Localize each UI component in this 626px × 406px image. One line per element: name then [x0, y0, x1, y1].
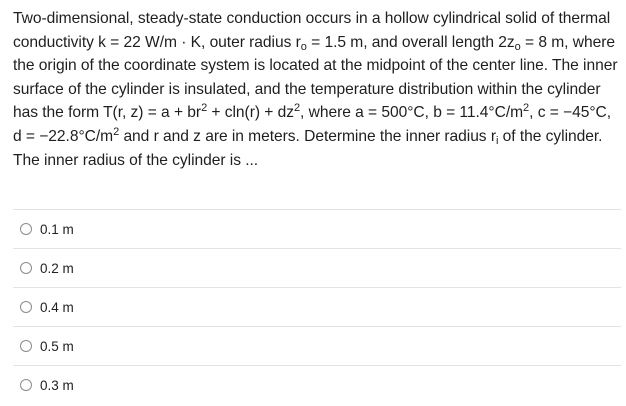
- question-text: [13, 7, 621, 172]
- radio-unchecked-icon[interactable]: [20, 262, 32, 274]
- question-part: , where a = 500°C, b = 11.4°C/m: [300, 104, 524, 122]
- question-part: + cln(r) + dz: [207, 104, 294, 122]
- option-label: 0.2 m: [40, 260, 74, 276]
- answer-option-3[interactable]: [13, 287, 621, 326]
- subscript-i: i: [495, 134, 499, 147]
- answer-option-1[interactable]: [13, 209, 621, 248]
- superscript-2: 2: [293, 102, 301, 115]
- subscript-o: o: [514, 40, 521, 53]
- question-part: and r and z are in meters. Determine the inner radius r: [119, 127, 496, 145]
- superscript-2: 2: [113, 125, 120, 138]
- option-label: 0.4 m: [40, 299, 74, 315]
- subscript-o: o: [300, 40, 307, 53]
- option-label: 0.3 m: [40, 377, 74, 393]
- question-part: of the cylinder. The inner radius of the cylinder is ...: [13, 127, 603, 169]
- radio-unchecked-icon[interactable]: [20, 379, 32, 391]
- answer-option-5[interactable]: [13, 365, 621, 404]
- superscript-2: 2: [523, 102, 530, 115]
- answer-options: [13, 209, 621, 404]
- superscript-2: 2: [201, 102, 208, 115]
- answer-option-4[interactable]: [13, 326, 621, 365]
- question-part: Two-dimensional, steady-state conduction occurs in a hollow cylindrical solid of thermal conductivity k = 22 W/m · K, outer radius r: [13, 10, 611, 51]
- question-part: , c = −45°C, d = −22.8°C/m: [13, 104, 612, 145]
- answer-option-2[interactable]: [13, 248, 621, 287]
- option-label: 0.1 m: [40, 221, 74, 237]
- option-label: 0.5 m: [40, 338, 74, 354]
- radio-unchecked-icon[interactable]: [20, 340, 32, 352]
- question-part: = 1.5 m, and overall length 2z: [306, 33, 515, 51]
- radio-unchecked-icon[interactable]: [20, 301, 32, 313]
- radio-unchecked-icon[interactable]: [20, 223, 32, 235]
- question-part: = 8 m, where the origin of the coordinate system is located at the midpoint of the center line. The inner surface of the cylinder is insulated, and the temperature distribution within the cylinder has the form T(r, z) = a + br: [13, 33, 618, 122]
